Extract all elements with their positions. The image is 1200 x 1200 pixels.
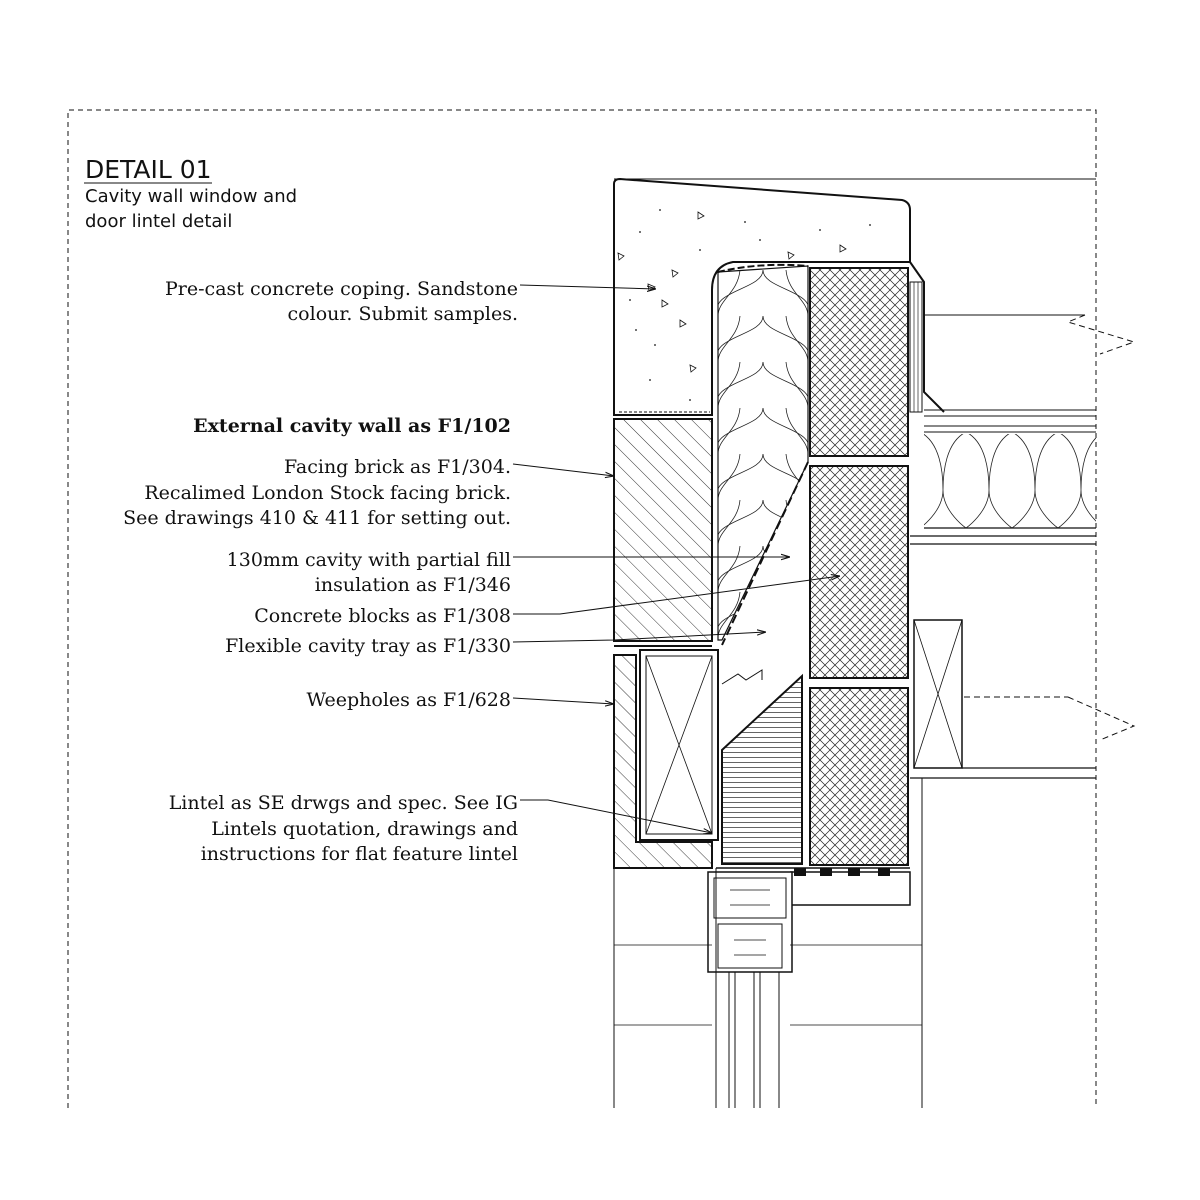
label-lintel-2: Lintels quotation, drawings and: [211, 818, 518, 840]
floor-slab: [910, 410, 1096, 1108]
label-coping-2: colour. Submit samples.: [287, 303, 518, 325]
label-lintel-1: Lintel as SE drwgs and spec. See IG: [168, 792, 518, 814]
label-cavity-1: 130mm cavity with partial fill: [226, 549, 511, 571]
facing-brick-leaf: [614, 419, 712, 646]
label-brick-1: Facing brick as F1/304.: [284, 456, 511, 478]
cavity-insulation: [718, 265, 808, 645]
label-coping-1: Pre-cast concrete coping. Sandstone: [165, 278, 518, 300]
label-external-wall: External cavity wall as F1/102: [193, 415, 511, 437]
label-weepholes: Weepholes as F1/628: [306, 689, 511, 711]
annotation-labels: [123, 278, 518, 865]
label-lintel-3: instructions for flat feature lintel: [200, 843, 518, 865]
label-brick-3: See drawings 410 & 411 for setting out.: [123, 507, 511, 529]
label-blocks: Concrete blocks as F1/308: [254, 605, 511, 627]
detail-title: DETAIL 01: [85, 155, 212, 184]
label-brick-2: Recalimed London Stock facing brick.: [144, 482, 511, 504]
drawing-border: [68, 110, 1096, 1108]
concrete-blocks: [810, 262, 944, 865]
detail-subtitle-1: Cavity wall window and: [85, 186, 298, 207]
label-tray: Flexible cavity tray as F1/330: [225, 635, 511, 657]
title-block: [84, 155, 297, 232]
label-cavity-2: insulation as F1/346: [314, 574, 511, 596]
detail-subtitle-2: door lintel detail: [85, 211, 233, 232]
window-frame: [614, 868, 922, 1108]
